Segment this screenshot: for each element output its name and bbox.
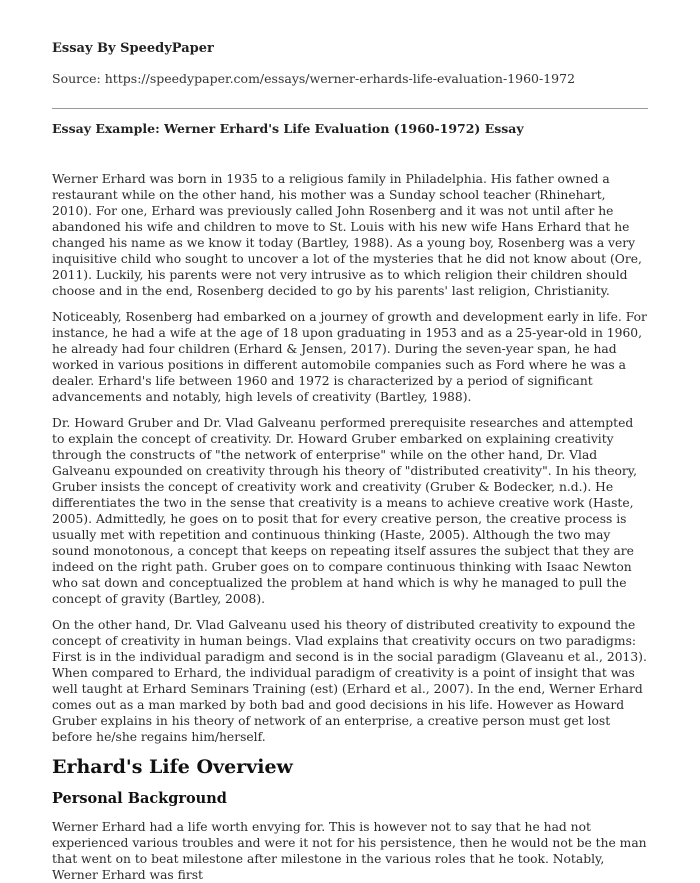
paragraph: Werner Erhard had a life worth envying for. This is however not to say that he had not experienced various troubles and were it not for his persistence, then he would not be the man that went on to beat milestone after milestone in the various roles that he took. Notably, Werner Erhard was first	[52, 820, 647, 882]
brand-title: Essay By SpeedyPaper	[52, 41, 214, 56]
paragraph: Noticeably, Rosenberg had embarked on a journey of growth and development early in life. For instance, he had a wife at the age of 18 upon graduating in 1953 and as a 25-year-old in 1960, he already had four children (Erhard & Jensen, 2017). During the seven-year span, he had worked in various positions in different automobile companies such as Ford where he was a dealer. Erhard's life between 1960 and 1972 is characterized by a period of significant advancements and notably, high levels of creativity (Bartley, 1988).	[52, 310, 647, 404]
paragraph: Dr. Howard Gruber and Dr. Vlad Galveanu performed prerequisite researches and attempted to explain the concept of creativity. Dr. Howard Gruber embarked on explaining creativity through the constructs of "the network of enterprise" while on the other hand, Dr. Vlad Galveanu expounded on creativity through his theory of "distributed creativity". In his theory, Gruber insists the concept of creativity work and creativity (Gruber & Bodecker, n.d.). He differentiates the two in the sense that creativity is a means to achieve creative work (Haste, 2005). Admittedly, he goes on to posit that for every creative person, the creative process is usually met with repetition and continuous thinking (Haste, 2005). Although the two may sound monotonous, a concept that keeps on repeating itself assures the subject that they are indeed on the right path. Gruber goes on to compare continuous thinking with Isaac Newton who sat down and conceptualized the problem at hand which is why he managed to pull the concept of gravity (Bartley, 2008).	[52, 416, 637, 606]
subsection-heading: Personal Background	[52, 790, 227, 807]
source-line: Source: https://speedypaper.com/essays/werner-erhards-life-evaluation-1960-1972	[52, 71, 576, 86]
header-divider	[52, 108, 648, 109]
section-heading: Erhard's Life Overview	[52, 756, 293, 778]
paragraph: Werner Erhard was born in 1935 to a religious family in Philadelphia. His father owned a restaurant while on the other hand, his mother was a Sunday school teacher (Rhinehart, 2010). For one, Erhard was previously called John Rosenberg and it was not until after he abandoned his wife and children to move to St. Louis with his new wife Hans Erhard that he changed his name as we know it today (Bartley, 1988). As a young boy, Rosenberg was a very inquisitive child who sought to uncover a lot of the mysteries that he did not know about (Ore, 2011). Luckily, his parents were not very intrusive as to which religion their children should choose and in the end, Rosenberg decided to go by his parents' last religion, Christianity.	[52, 172, 642, 298]
essay-title: Essay Example: Werner Erhard's Life Evaluation (1960-1972) Essay	[52, 121, 524, 136]
paragraph: On the other hand, Dr. Vlad Galveanu used his theory of distributed creativity to expound the concept of creativity in human beings. Vlad explains that creativity occurs on two paradigms: First is in the individual paradigm and second is in the social paradigm (Glaveanu et al., 2013). When compared to Erhard, the individual paradigm of creativity is a point of insight that was well taught at Erhard Seminars Training (est) (Erhard et al., 2007). In the end, Werner Erhard comes out as a man marked by both bad and good decisions in his life. However as Howard Gruber explains in his theory of network of an enterprise, a creative person must get lost before he/she regains him/herself.	[52, 618, 647, 744]
